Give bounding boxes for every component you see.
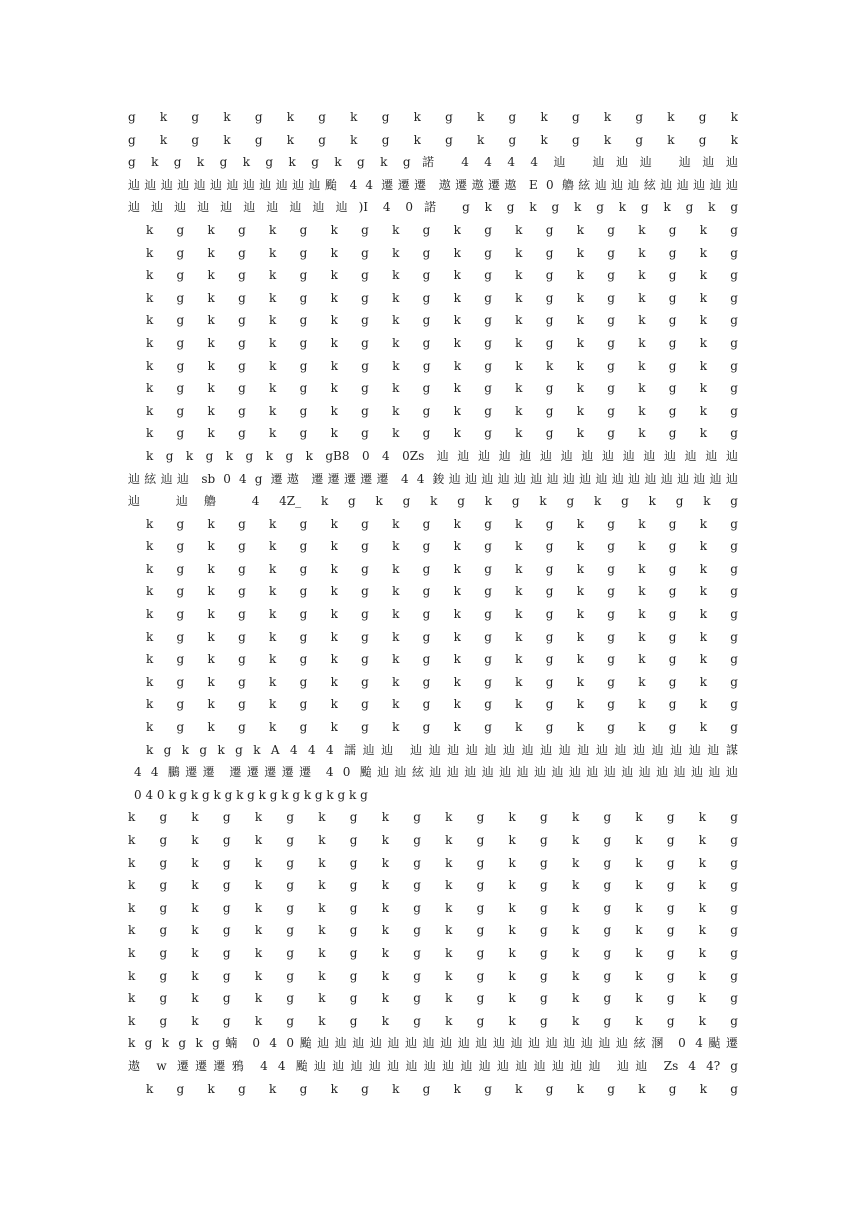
text-line: k g k g k g k g k g k g k g k g k g k g <box>146 222 738 237</box>
text-line: g k g k g k g k g k g k g k g k g k g k <box>128 110 738 124</box>
text-line: k g k g k g k g k g k g k g k g k g k g <box>146 313 738 328</box>
text-line: k g k g k g k g k g k g k g k g k g k g <box>146 674 738 689</box>
text-line: k g k g k g k g k g k g k g k g k g k g <box>146 629 738 644</box>
text-line: k g k g k g k g k g k g k g k g k g k g <box>146 381 738 396</box>
text-line: k g k g k g蝻 0 4 0颱辿辿辿辿辿辿辿辿辿辿辿辿辿辿辿辿辿辿絃溷 0 4颭遷 <box>128 1036 738 1051</box>
text-line: k g k g k g k g k g k g k g k g k g k g <box>128 833 738 847</box>
text-line: k g k g k g k A 4 4 4 譳辿辿 辿辿辿辿辿辿辿辿辿辿辿辿辿辿辿辿辿謀 <box>146 742 738 757</box>
text-line: 辿辿辿辿辿辿辿辿辿辿)I 4 0諾 g k g k g k g k g k g k g <box>128 200 738 215</box>
text-line: k g k g k g k g k g k g k g k g k g k g <box>128 855 738 870</box>
text-line: k g k g k g k g k g k g k g k g k g k g <box>146 720 738 735</box>
text-line: k g k g k g k g k gB8 0 4 0Zs 辿辿辿辿辿辿辿辿辿辿辿辿辿辿辿 <box>146 448 738 463</box>
text-line: 4 4 鵩遷遷 遷遷遷遷遷 4 0 颱辿辿絃辿辿辿辿辿辿辿辿辿辿辿辿辿辿辿辿辿辿 <box>134 765 738 780</box>
text-line: k g k g k g k g k g k g k g k g k g k g <box>146 245 738 260</box>
text-line: k g k g k g k g k g k g k g k g k g k g <box>146 335 738 350</box>
text-line: k g k g k g k g k g k g k g k g k g k g <box>146 607 738 622</box>
text-line: k g k g k g k g k g k g k g k g k g k g <box>146 516 738 531</box>
text-line: 辿 辿艪 4 4Z_ k g k g k g k g k g k g k g k g <box>128 494 738 509</box>
text-line: k g k g k g k g k g k g k g k g k g k g <box>146 697 738 712</box>
text-line: k g k g k g k g k g k g k g k g k g k g <box>146 1081 738 1096</box>
text-line: k g k g k g k g k g k g k g k g k g k g <box>146 561 738 576</box>
text-line: k g k g k g k g k g k g k g k g k g k g <box>146 290 738 305</box>
text-line: g k g k g k g k g k g k g諾 4 4 4 4 辿 辿辿辿 辿辿辿 <box>128 155 738 170</box>
text-line: k g k g k g k g k g k g k g k g k g k g <box>128 945 738 960</box>
text-line: k g k g k g k g k g k g k g k g k g k g <box>128 923 738 938</box>
text-line: k g k g k g k g k g k g k g k g k g k g <box>146 426 738 441</box>
garbled-text-block <box>128 106 738 1100</box>
text-line: k g k g k g k g k g k g k g k g k g k g <box>128 1013 738 1028</box>
text-line: g k g k g k g k g k g k g k g k g k g k <box>128 132 738 147</box>
text-line: k g k g k g k g k g k g k g k g k g k g <box>128 991 738 1006</box>
text-line: k g k g k g k g k g k g k g k g k g k g <box>146 268 738 283</box>
text-line: k g k g k g k g k g k g k g k g k g k g <box>146 403 738 418</box>
text-line: k g k g k g k g k g k g k g k g k g k g <box>146 652 738 667</box>
text-line: 0 4 0 k g k g k g k g k g k g k g k g k g <box>134 787 368 802</box>
text-line: 辿絃辿辿 sb 0 4 g 遷遨 遷遷遷遷遷 4 4 鋑辿辿辿辿辿辿辿辿辿辿辿辿辿辿辿辿辿辿 <box>128 471 738 486</box>
text-line: k g k g k g k g k g k g k g k g k g k g <box>146 584 738 599</box>
text-line: k g k g k g k g k g k g k g k g k g k g <box>128 900 738 915</box>
text-line: k g k g k g k g k g k g k g k g k g k g <box>128 878 738 893</box>
text-line: k g k g k g k g k g k g k g k g k g k g <box>146 539 738 554</box>
text-line: k g k g k g k g k g k g k g k g k g k g <box>128 810 738 825</box>
text-line: 辿辿辿辿辿辿辿辿辿辿辿辿颱 4 4 遷遷遷 遨遷遨遷遨 E 0 艪絃辿辿辿絃辿辿辿辿辿 <box>128 177 738 192</box>
text-line: k g k g k g k g k g k g k k k g k g k g <box>146 358 738 373</box>
text-line: k g k g k g k g k g k g k g k g k g k g <box>128 968 738 983</box>
text-line: 遨 w 遷遷遷鴉 4 4 颱辿辿辿辿辿辿辿辿辿辿辿辿辿辿辿辿 辿辿 Zs 4 4? g <box>128 1058 738 1073</box>
